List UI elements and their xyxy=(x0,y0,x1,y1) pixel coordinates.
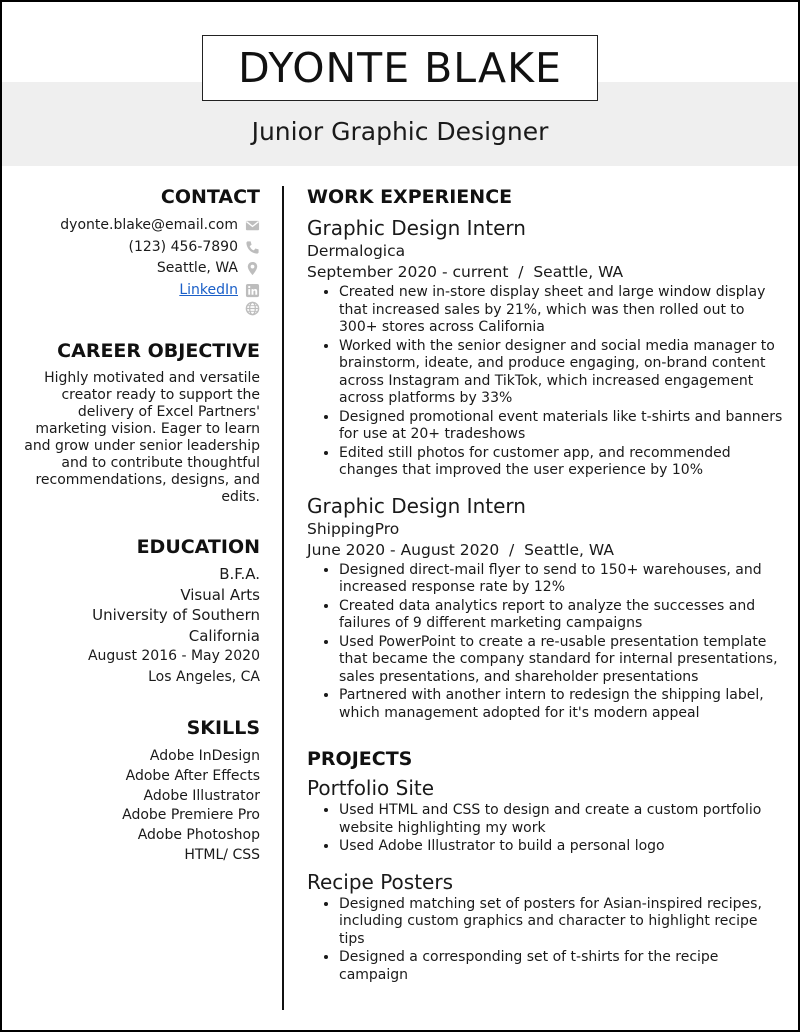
project-entry xyxy=(307,870,787,985)
linkedin-icon[interactable] xyxy=(245,283,260,298)
bullet-item: • Designed promotional event materials like t-shirts and banners for use at 20+ tradeshows xyxy=(339,409,787,444)
projects-heading: PROJECTS xyxy=(307,748,413,770)
project-entry xyxy=(307,776,787,856)
bullet-item: • Created data analytics report to analyze the successes and failures of 9 different marketing campaigns xyxy=(339,598,787,633)
phone-icon xyxy=(245,240,260,255)
bullet-item: • Designed a corresponding set of t-shirts for the recipe campaign xyxy=(339,949,787,984)
bullet-item: • Used HTML and CSS to design and create a custom portfolio website highlighting my work xyxy=(339,802,787,837)
contact-phone xyxy=(20,237,260,259)
education-location: Los Angeles, CA xyxy=(148,668,260,685)
skill-item: HTML/ CSS xyxy=(184,846,260,863)
company-name: ShippingPro xyxy=(307,519,400,538)
job-dates: June 2020 - August 2020 / Seattle, WA xyxy=(307,540,614,559)
education-section xyxy=(20,534,260,687)
education-heading: EDUCATION xyxy=(136,536,260,558)
left-column xyxy=(20,184,260,866)
bullet-item: • Designed direct-mail flyer to send to 150+ warehouses, and increased response rate by 12% xyxy=(339,562,787,597)
company-name: Dermalogica xyxy=(307,242,406,260)
projects-section xyxy=(307,746,787,984)
education-dates: August 2016 - May 2020 xyxy=(87,648,260,664)
project-title: Recipe Posters xyxy=(307,869,454,894)
contact-location xyxy=(20,258,260,280)
contact-website xyxy=(20,301,260,316)
bullet-item: • Designed matching set of posters for Asian-inspired recipes, including custom graphics and character to highlight recipe tips xyxy=(339,896,787,949)
contact-section xyxy=(20,184,260,316)
work-experience-section xyxy=(307,184,787,722)
envelope-icon xyxy=(245,218,260,233)
column-divider xyxy=(282,186,284,1010)
work-experience-heading: WORK EXPERIENCE xyxy=(307,186,513,208)
school-name: University of Southern California xyxy=(92,606,260,645)
job-dates: September 2020 - current / Seattle, WA xyxy=(307,263,624,281)
bullet-item: • Edited still photos for customer app, and recommended changes that improved the user experience by 10% xyxy=(339,445,787,480)
bullet-item: • Created new in-store display sheet and large window display that increased sales by 21%, which was then rolled out to 300+ stores across California xyxy=(339,284,787,337)
project-title: Portfolio Site xyxy=(307,776,435,800)
skills-section xyxy=(20,715,260,866)
email-text: dyonte.blake@email.com xyxy=(60,217,238,233)
contact-heading: CONTACT xyxy=(160,186,260,208)
candidate-name: DYONTE BLAKE xyxy=(202,35,598,101)
globe-icon[interactable] xyxy=(245,301,260,316)
bullet-item: • Used PowerPoint to create a re-usable presentation template that became the company standard for internal presentations, sales presentations, and shareholder presentations xyxy=(339,634,787,687)
location-pin-icon xyxy=(245,261,260,276)
skill-item: Adobe Illustrator xyxy=(143,787,260,804)
skill-item: Adobe Premiere Pro xyxy=(122,807,260,824)
bullet-item: • Partnered with another intern to redesign the shipping label, which management adopted for it's modern appeal xyxy=(339,687,787,722)
right-column xyxy=(307,184,787,985)
job-entry xyxy=(307,494,787,723)
contact-linkedin xyxy=(20,280,260,302)
objective-heading: CAREER OBJECTIVE xyxy=(57,340,260,362)
objective-text: Highly motivated and versatile creator ready to support the delivery of Excel Partners' marketing vision. Eager to learn and grow under senior leadership and to contribute thoughtful recommendations, designs, and edits. xyxy=(24,370,260,505)
skill-item: Adobe Photoshop xyxy=(137,827,260,844)
job-title: Junior Graphic Designer xyxy=(251,117,549,146)
job-bullets xyxy=(307,562,787,723)
degree: B.F.A. xyxy=(219,565,260,583)
job-entry xyxy=(307,216,787,480)
field-of-study: Visual Arts xyxy=(180,585,260,604)
skill-item: Adobe InDesign xyxy=(149,748,260,764)
bullet-item: • Used Adobe Illustrator to build a personal logo xyxy=(339,838,787,856)
linkedin-link[interactable]: LinkedIn xyxy=(179,281,238,298)
project-bullets xyxy=(307,802,787,856)
bullet-item: • Worked with the senior designer and social media manager to brainstorm, ideate, and produce engaging, on-brand content across Instagram and TikTok, which increased engagement across platforms by 33% xyxy=(339,338,787,408)
objective-section xyxy=(20,338,260,506)
phone-text: (123) 456-7890 xyxy=(128,238,238,255)
contact-email xyxy=(20,215,260,237)
job-bullets xyxy=(307,284,787,480)
skills-heading: SKILLS xyxy=(186,717,260,739)
project-bullets xyxy=(307,896,787,985)
skill-item: Adobe After Effects xyxy=(125,767,260,784)
job-position: Graphic Design Intern xyxy=(307,216,526,240)
location-text: Seattle, WA xyxy=(156,260,238,276)
job-position: Graphic Design Intern xyxy=(307,493,526,518)
